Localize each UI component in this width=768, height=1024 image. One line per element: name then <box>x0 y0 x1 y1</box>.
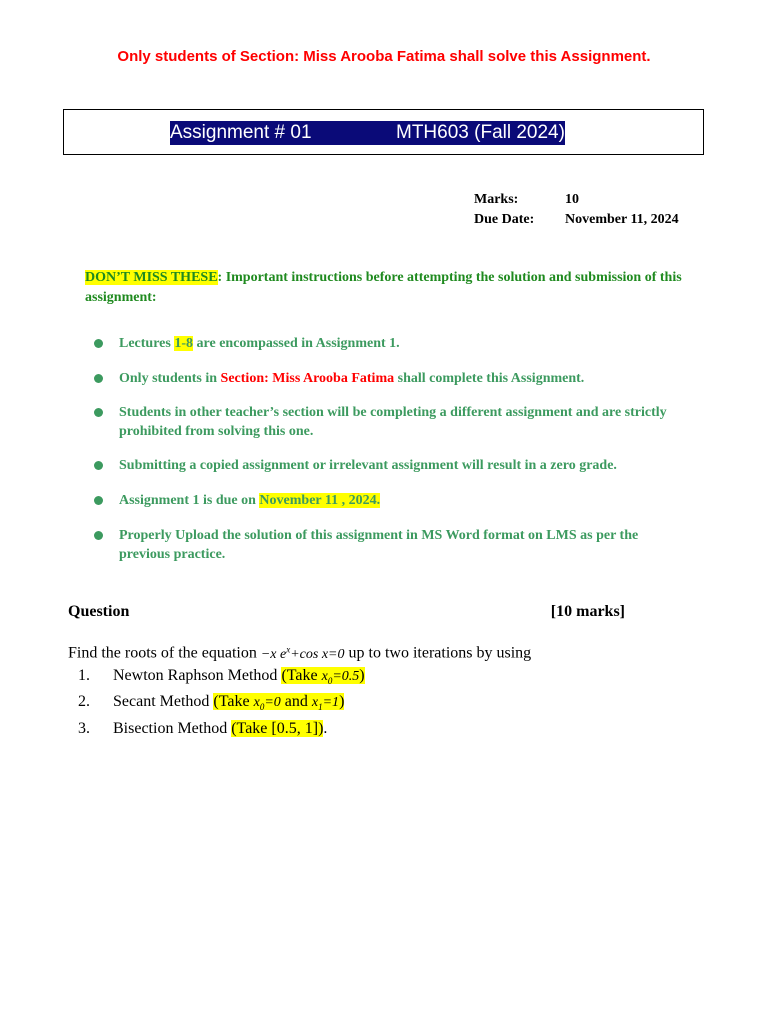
equation: −x $e^x+\cos$ x=0 <box>260 644 345 662</box>
bullet-icon <box>94 531 103 540</box>
question-title: Question <box>68 603 130 620</box>
bullet-icon <box>94 461 103 470</box>
marks-label: Marks: <box>474 192 519 207</box>
list-item: Students in other teacher’s section will be completing a different assignment and are strictly prohibited from solving this one. <box>90 403 690 441</box>
marks-value: 10 <box>565 192 579 207</box>
bullet-icon <box>94 496 103 505</box>
question-marks: [10 marks] <box>550 603 625 620</box>
list-item: Only students in Section: Miss Arooba Fatima shall complete this Assignment. <box>90 369 690 388</box>
take-highlight: (Take $x_0=0.5$) <box>281 666 365 686</box>
meta-block <box>474 190 679 230</box>
bullet-icon <box>94 339 103 348</box>
section-name: Section: Miss Arooba Fatima <box>220 371 395 386</box>
list-item: 2. Secant Method (Take $x_0=0$ and $x_1=1$) <box>78 693 345 713</box>
list-item: 3. Bisection Method (Take [0.5, 1]). <box>78 720 328 738</box>
intro-text: : Important instructions before attempting the solution and submission of this assignment: <box>85 270 682 305</box>
list-item: Lectures 1-8 are encompassed in Assignment 1. <box>90 334 690 353</box>
methods-list <box>68 665 708 740</box>
instruction-list <box>90 334 690 564</box>
bullet-icon <box>94 374 103 383</box>
section-notice: Only students of Section: Miss Arooba Fatima shall solve this Assignment. <box>117 48 651 65</box>
take-highlight: (Take $x_0=0$ and $x_1=1$) <box>213 693 345 713</box>
question-header <box>68 603 625 621</box>
bullet-icon <box>94 408 103 417</box>
question-body <box>68 639 708 739</box>
list-item: Submitting a copied assignment or irrelevant assignment will result in a zero grade. <box>90 456 690 475</box>
take-highlight: (Take [0.5, 1]) <box>231 720 324 738</box>
assignment-title <box>170 121 565 145</box>
due-date-label: Due Date: <box>474 212 535 227</box>
lectures-highlight: 1-8 <box>174 336 194 351</box>
course-code: MTH603 (Fall 2024) <box>396 122 565 143</box>
dont-miss-highlight: DON’T MISS THESE <box>85 270 218 285</box>
list-item: Assignment 1 is due on November 11 , 2024. <box>90 491 690 510</box>
question-stem: Find the roots of the equation −x $e^x+\cos$ x=0 up to two iterations by using <box>68 644 532 662</box>
assignment-number: Assignment # 01 <box>170 122 312 143</box>
list-item: Properly Upload the solution of this assignment in MS Word format on LMS as per the previous practice. <box>90 526 690 564</box>
list-item: 1. Newton Raphson Method (Take $x_0=0.5$) <box>78 666 365 686</box>
due-date-value: November 11, 2024 <box>565 212 679 227</box>
instructions-intro <box>85 268 695 308</box>
due-date-highlight: November 11 , 2024. <box>259 493 381 508</box>
